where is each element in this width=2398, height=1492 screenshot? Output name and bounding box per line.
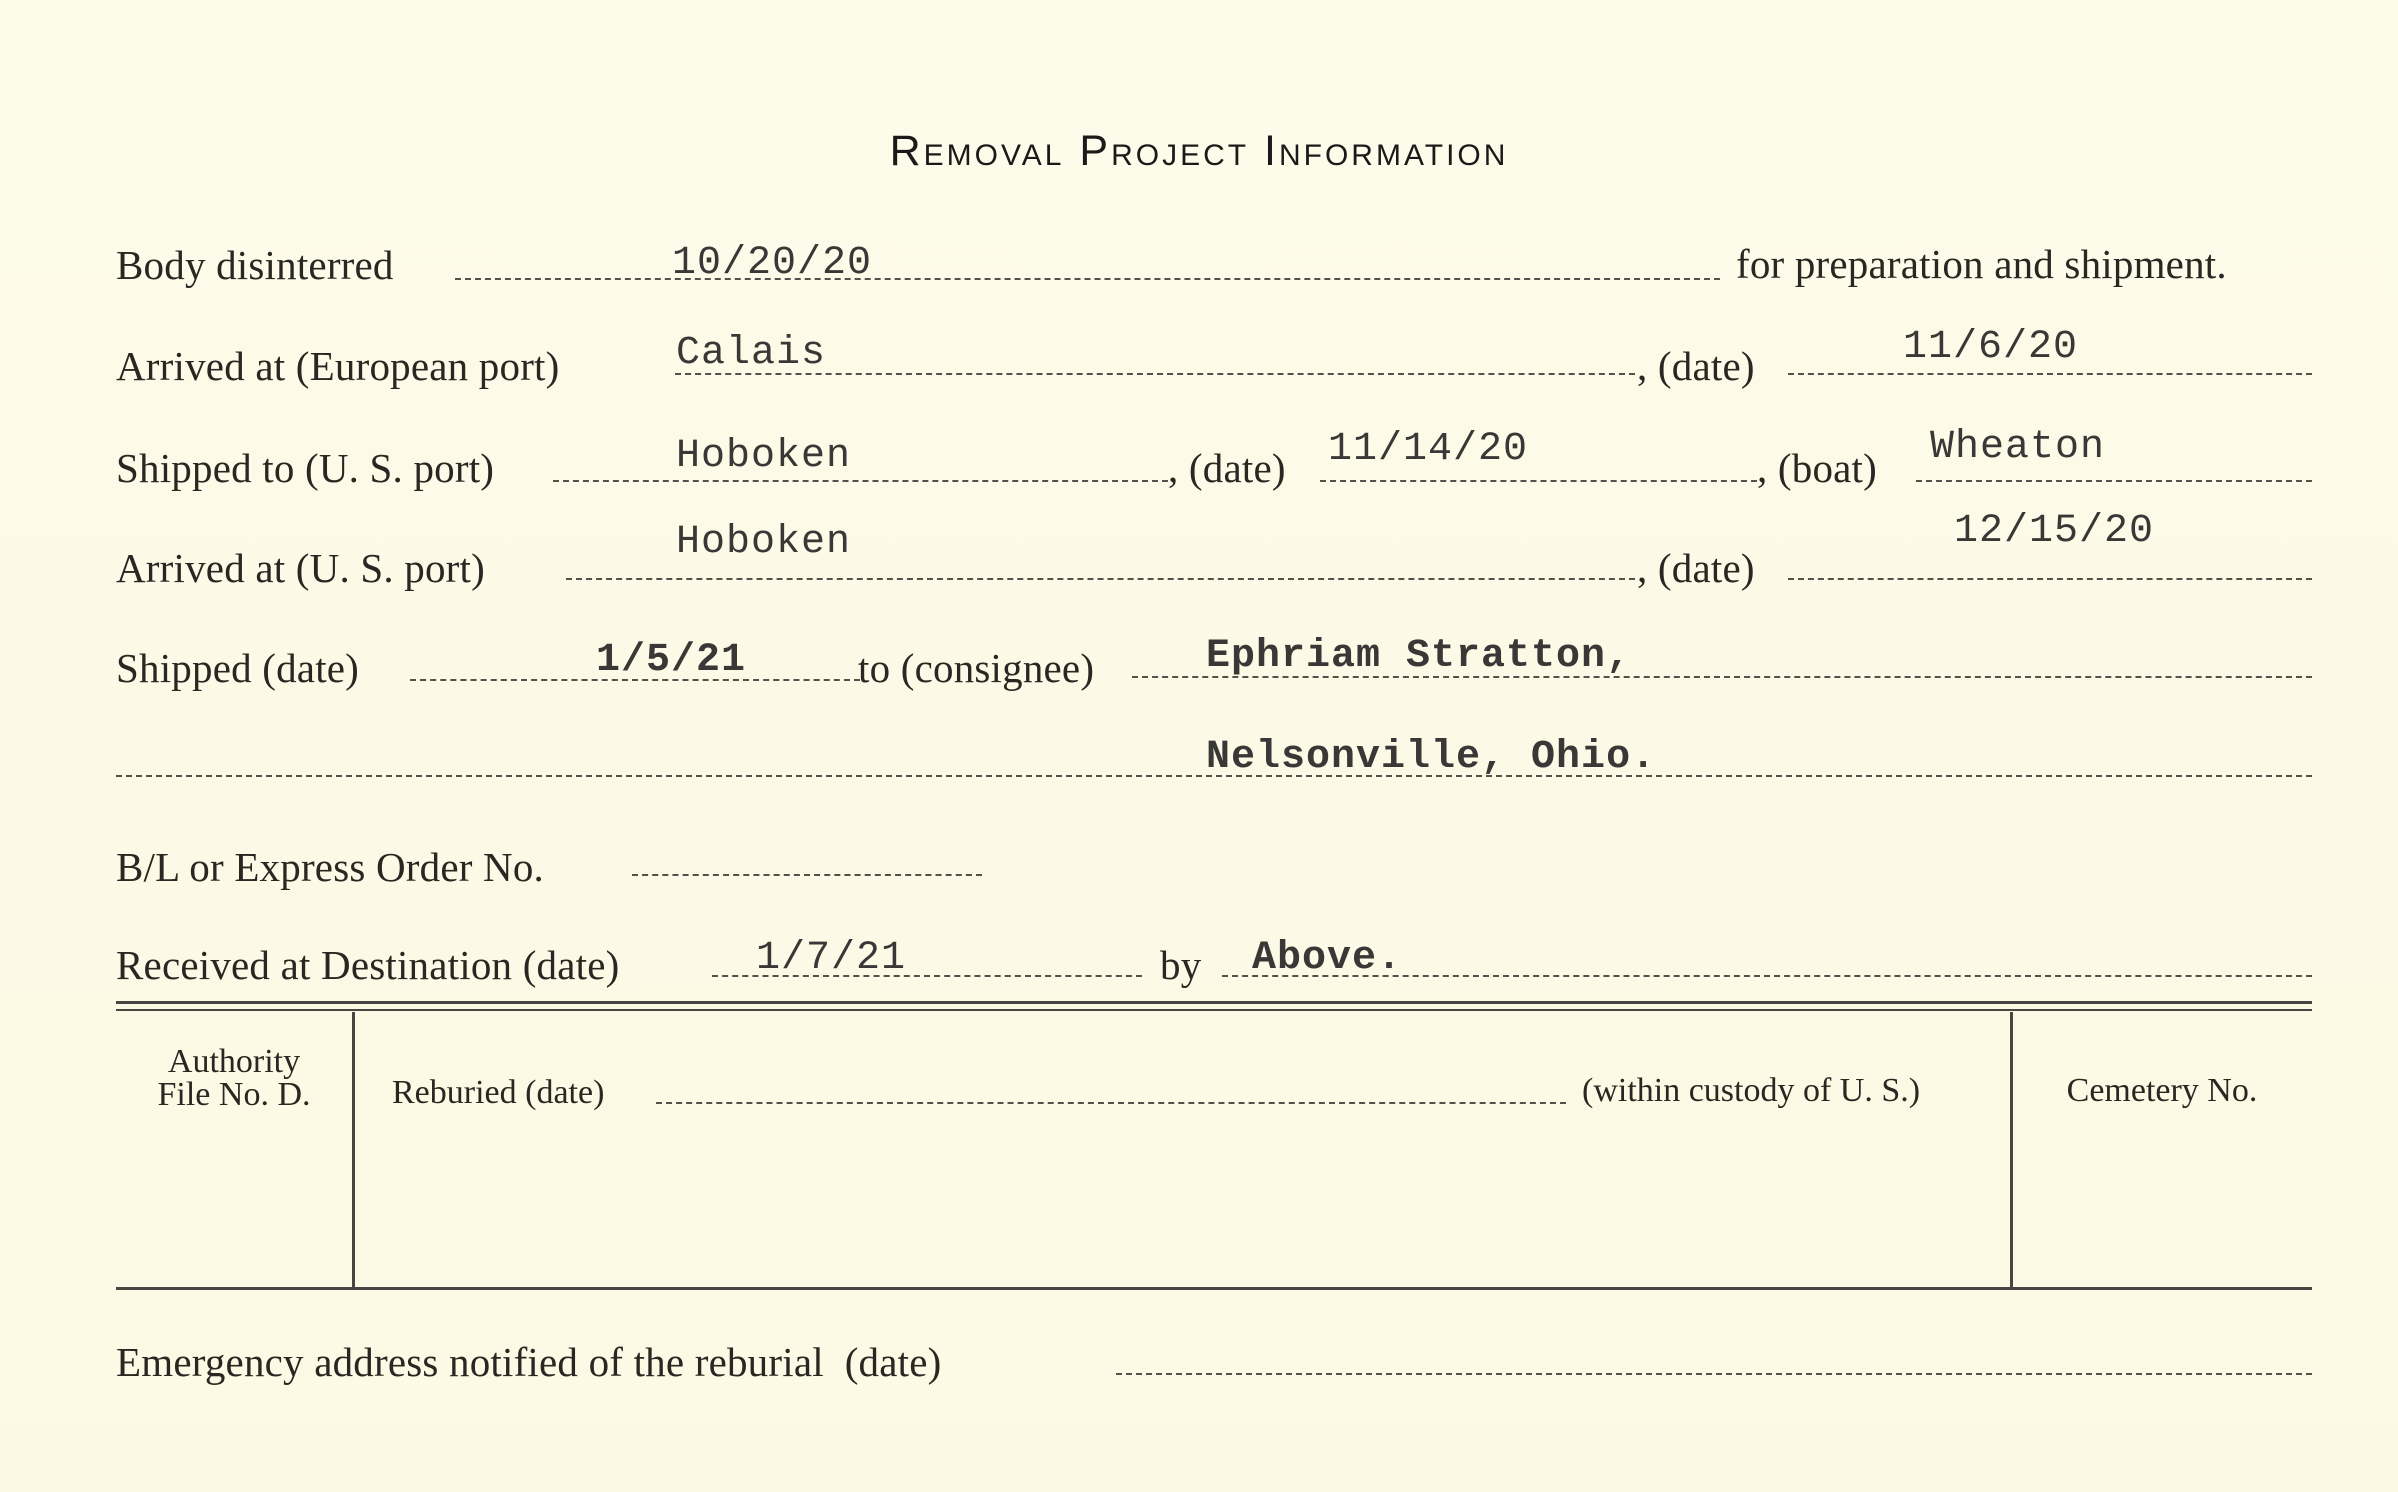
european-port-label: Arrived at (European port): [116, 343, 560, 389]
emergency-label: Emergency address notified of the reburial (date): [116, 1339, 942, 1385]
shipped-us-boat-label: , (boat): [1757, 445, 1877, 491]
received-value: 1/7/21: [756, 936, 907, 981]
bl-order-label: B/L or Express Order No.: [116, 844, 544, 890]
shipped-us-boat-line: [1916, 480, 2312, 482]
shipped-us-boat-value: Wheaton: [1930, 425, 2106, 470]
shipped-us-line: [553, 480, 1168, 482]
shipped-us-value: Hoboken: [676, 434, 852, 479]
european-port-date-line: [1788, 373, 2312, 375]
arrived-us-value: Hoboken: [676, 520, 852, 565]
reburied-label: Reburied (date): [392, 1074, 605, 1111]
cemetery-label: Cemetery No.: [2066, 1072, 2258, 1109]
shipped-us-date-value: 11/14/20: [1328, 427, 1529, 472]
disinterred-value: 10/20/20: [672, 241, 873, 286]
shipped-us-date-label: , (date): [1168, 445, 1286, 491]
disinterred-line: [455, 278, 1720, 280]
table-divider-left: [352, 1012, 355, 1287]
shipped-date-label: Shipped (date): [116, 645, 360, 691]
table-top-rule: [116, 1001, 2312, 1004]
shipped-date-value: 1/5/21: [596, 638, 747, 683]
shipped-us-label: Shipped to (U. S. port): [116, 445, 495, 491]
page-title: Removal Project Information: [889, 127, 1509, 175]
received-by-value: Above.: [1252, 936, 1403, 981]
arrived-us-date-line: [1788, 578, 2312, 580]
consignee-value-2: Nelsonville, Ohio.: [1206, 735, 1657, 780]
european-port-value: Calais: [676, 331, 827, 376]
disinterred-label: Body disinterred: [116, 242, 394, 288]
arrived-us-date-value: 12/15/20: [1954, 509, 2155, 554]
shipped-us-date-line: [1320, 480, 1757, 482]
authority-label-1: Authority: [167, 1043, 301, 1080]
received-by-label: by: [1160, 942, 1202, 988]
received-label: Received at Destination (date): [116, 942, 620, 988]
table-divider-right: [2010, 1012, 2013, 1287]
arrived-us-date-label: , (date): [1637, 545, 1755, 591]
table-top-rule-2: [116, 1009, 2312, 1011]
consignee-label: to (consignee): [858, 645, 1095, 691]
bl-order-line: [632, 874, 982, 876]
european-port-date-label: , (date): [1637, 343, 1755, 389]
consignee-value: Ephriam Stratton,: [1206, 634, 1632, 679]
arrived-us-line: [566, 578, 1635, 580]
reburied-line: [656, 1102, 1566, 1104]
table-bottom-rule: [116, 1287, 2312, 1290]
arrived-us-label: Arrived at (U. S. port): [116, 545, 485, 591]
disinterred-suffix: for preparation and shipment.: [1736, 241, 2227, 287]
authority-label-2: File No. D.: [157, 1076, 311, 1113]
custody-label: (within custody of U. S.): [1582, 1072, 1921, 1109]
emergency-line: [1116, 1373, 2312, 1375]
european-port-date-value: 11/6/20: [1903, 325, 2079, 370]
